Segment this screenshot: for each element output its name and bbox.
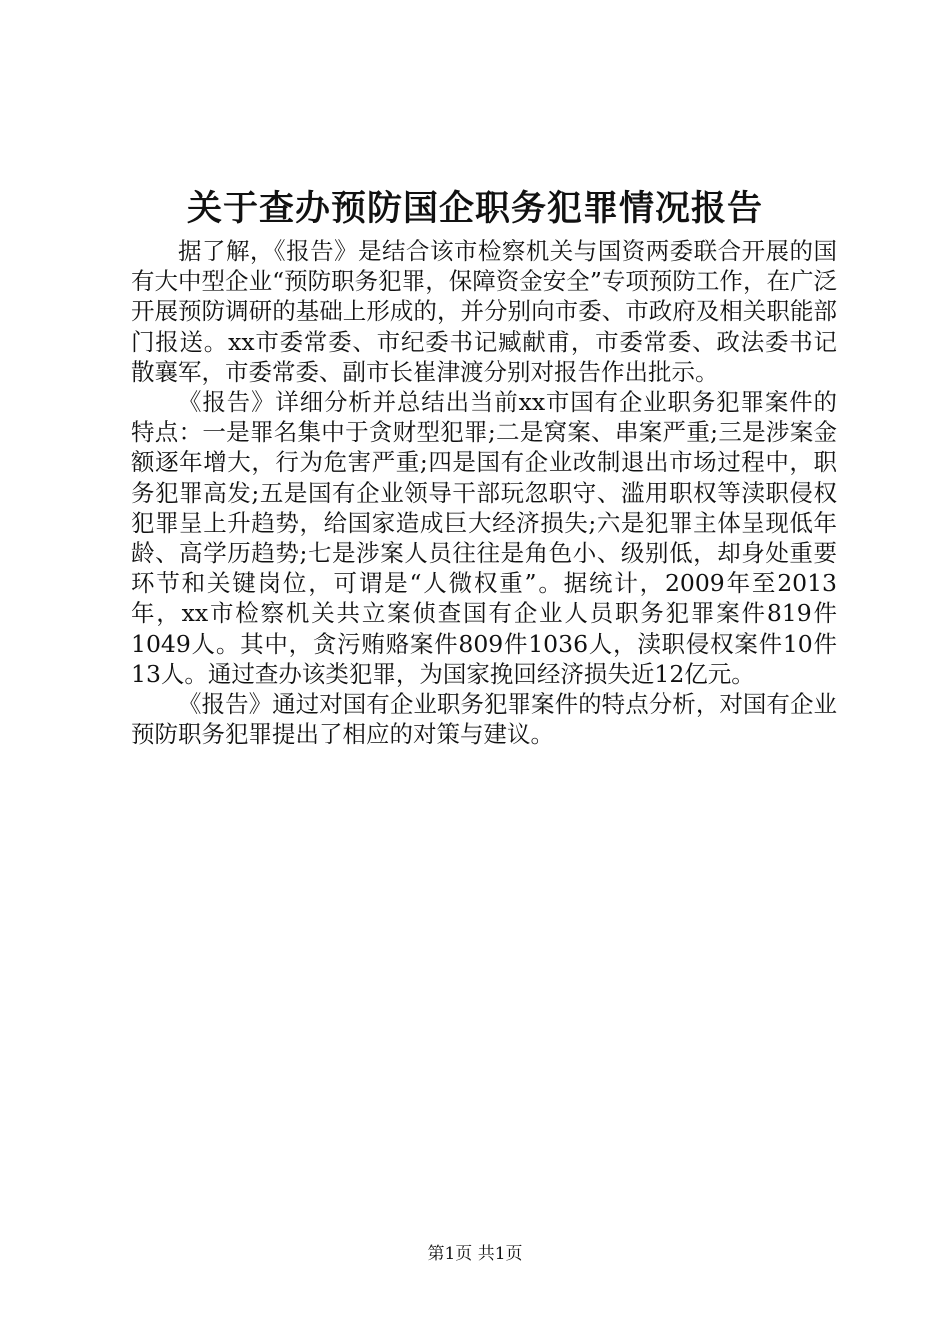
document-body (131, 236, 837, 749)
paragraph-3: 《报告》通过对国有企业职务犯罪案件的特点分析，对国有企业预防职务犯罪提出了相应的对策与建议。 (131, 690, 837, 749)
page-footer: 第1页 共1页 (427, 1244, 523, 1264)
paragraph-1: 据了解，《报告》是结合该市检察机关与国资两委联合开展的国有大中型企业“预防职务犯罪，保障资金安全”专项预防工作，在广泛开展预防调研的基础上形成的，并分别向市委、市政府及相关职能部门报送。xx市委常委、市纪委书记臧献甫，市委常委、政法委书记散襄军，市委常委、副市长崔津渡分别对报告作出批示。 (131, 237, 837, 386)
paragraph-2: 《报告》详细分析并总结出当前xx市国有企业职务犯罪案件的特点：一是罪名集中于贪财型犯罪;二是窝案、串案严重;三是涉案金额逐年增大，行为危害严重;四是国有企业改制退出市场过程中，职务犯罪高发;五是国有企业领导干部玩忽职守、滥用职权等渎职侵权犯罪呈上升趋势，给国家造成巨大经济损失;六是犯罪主体呈现低年龄、高学历趋势;七是涉案人员往往是角色小、级别低，却身处重要环节和关键岗位，可谓是“人微权重”。据统计，2009年至2013年，xx市检察机关共立案侦查国有企业人员职务犯罪案件819件1049人。其中，贪污贿赂案件809件1036人，渎职侵权案件10件13人。通过查办该类犯罪，为国家挽回经济损失近12亿元。 (131, 388, 837, 688)
document-title: 关于查办预防国企职务犯罪情况报告 (186, 188, 763, 229)
